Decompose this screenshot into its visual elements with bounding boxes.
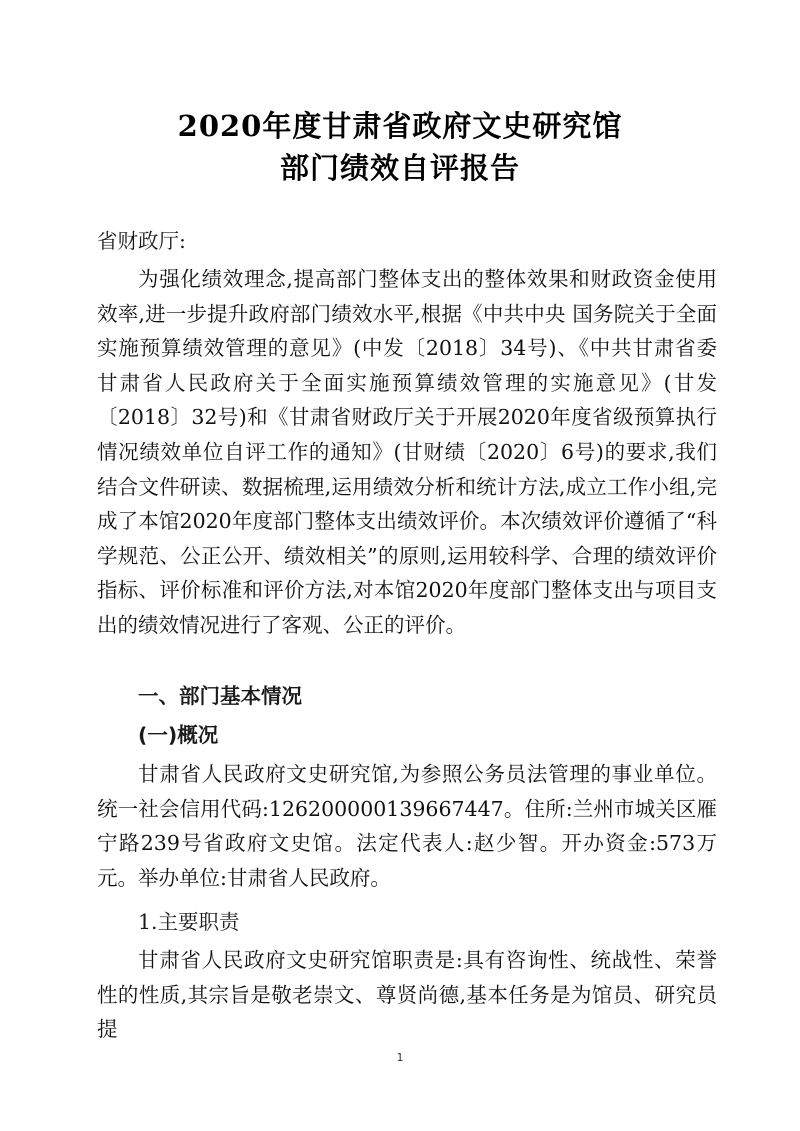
document-title-line1: 2020年度甘肃省政府文史研究馆 (177, 109, 623, 143)
section-heading-basic-info: 一、部门基本情况 (138, 684, 302, 708)
overview-paragraph: 甘肃省人民政府文史研究馆,为参照公务员法管理的事业单位。统一社会信用代码:126200000139667447。住所:兰州市城关区雁宁路239号省政府文史馆。法定代表人:赵少智。开办资金:573万元。举办单位:甘肃省人民政府。 (97, 762, 717, 890)
duties-paragraph: 甘肃省人民政府文史研究馆职责是:具有咨询性、统战性、荣誉性的性质,其宗旨是敬老崇文、尊贤尚德,基本任务是为馆员、研究员提 (97, 948, 717, 1042)
subsection-heading-overview: (一)概况 (138, 723, 219, 747)
document-title-line2: 部门绩效自评报告 (279, 151, 520, 185)
subsection-heading-duties: 1.主要职责 (138, 910, 240, 934)
salutation: 省财政厅: (97, 229, 186, 253)
intro-paragraph: 为强化绩效理念,提高部门整体支出的整体效果和财政资金使用效率,进一步提升政府部门绩效水平,根据《中共中央 国务院关于全面实施预算绩效管理的意见》(中发〔2018〕34号)、《中共甘肃省委 甘肃省人民政府关于全面实施预算绩效管理的实施意见》(甘发〔2018〕32号)和《甘肃省财政厅关于开展2020年度省级预算执行情况绩效单位自评工作的通知》(甘财绩〔2020〕6号)的要求,我们结合文件研读、数据梳理,运用绩效分析和统计方法,成立工作小组,完成了本馆2020年度部门整体支出绩效评价。本次绩效评价遵循了“科学规范、公正公开、绩效相关”的原则,运用较科学、合理的绩效评价指标、评价标准和评价方法,对本馆2020年度部门整体支出与项目支出的绩效情况进行了客观、公正的评价。 (97, 267, 717, 637)
page-number: 1 (396, 1051, 404, 1064)
